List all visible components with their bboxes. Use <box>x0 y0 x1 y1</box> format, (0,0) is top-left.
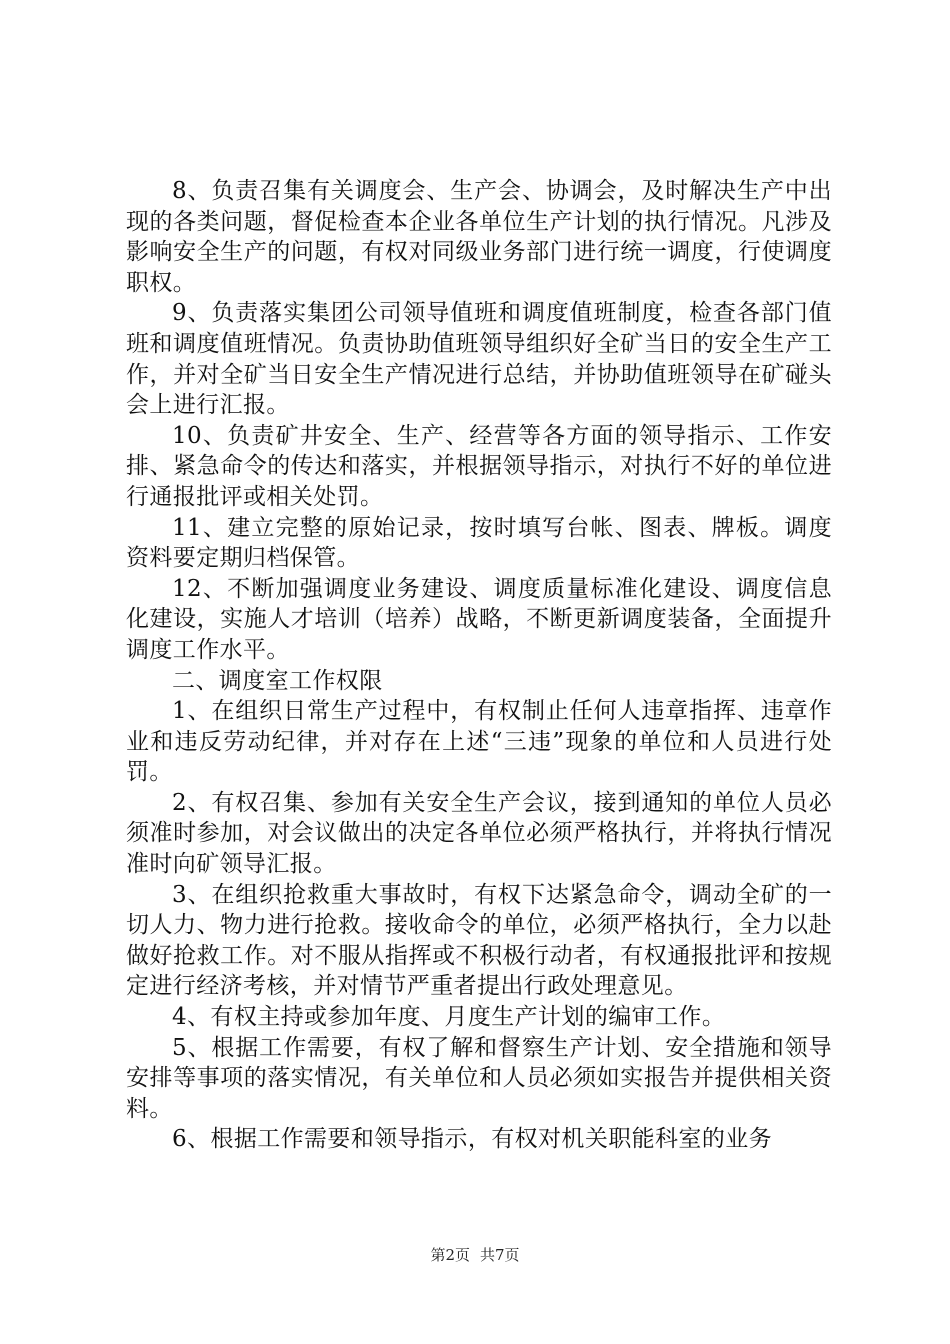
paragraph-authority-2: 2、有权召集、参加有关安全生产会议，接到通知的单位人员必须准时参加，对会议做出的决定各单位必须严格执行，并将执行情况准时向矿领导汇报。 <box>126 789 832 878</box>
page-number: 第2页 <box>430 1246 470 1264</box>
paragraph-authority-3: 3、在组织抢救重大事故时，有权下达紧急命令，调动全矿的一切人力、物力进行抢救。接收命令的单位，必须严格执行，全力以赴做好抢救工作。对不服从指挥或不积极行动者，有权通报批评和按规定进行经济考核，并对情节严重者提出行政处理意见。 <box>126 881 832 1000</box>
paragraph-authority-1: 1、在组织日常生产过程中，有权制止任何人违章指挥、违章作业和违反劳动纪律，并对存在上述“三违”现象的单位和人员进行处罚。 <box>126 698 832 786</box>
paragraph-item-9: 9、负责落实集团公司领导值班和调度值班制度，检查各部门值班和调度值班情况。负责协助值班领导组织好全矿当日的安全生产工作，并对全矿当日安全生产情况进行总结，并协助值班领导在矿碰头会上进行汇报。 <box>126 300 832 419</box>
paragraph-authority-5: 5、根据工作需要，有权了解和督察生产计划、安全措施和领导安排等事项的落实情况，有关单位和人员必须如实报告并提供相关资料。 <box>126 1034 832 1122</box>
paragraph-authority-4: 4、有权主持或参加年度、月度生产计划的编审工作。 <box>172 1004 726 1031</box>
document-body <box>126 176 832 1155</box>
paragraph-item-11: 11、建立完整的原始记录，按时填写台帐、图表、牌板。调度资料要定期归档保管。 <box>126 514 832 572</box>
section-heading: 二、调度室工作权限 <box>172 667 383 694</box>
paragraph-item-8: 8、负责召集有关调度会、生产会、协调会，及时解决生产中出现的各类问题，督促检查本企业各单位生产计划的执行情况。凡涉及影响安全生产的问题，有权对同级业务部门进行统一调度，行使调度职权。 <box>126 178 832 296</box>
paragraph-item-12: 12、不断加强调度业务建设、调度质量标准化建设、调度信息化建设，实施人才培训（培养）战略，不断更新调度装备，全面提升调度工作水平。 <box>126 575 832 663</box>
page-footer <box>0 1245 950 1265</box>
page-total: 共7页 <box>480 1246 520 1264</box>
paragraph-item-10: 10、负责矿井安全、生产、经营等各方面的领导指示、工作安排、紧急命令的传达和落实，并根据领导指示，对执行不好的单位进行通报批评或相关处罚。 <box>126 422 832 510</box>
paragraph-authority-6: 6、根据工作需要和领导指示，有权对机关职能科室的业务 <box>172 1126 773 1153</box>
